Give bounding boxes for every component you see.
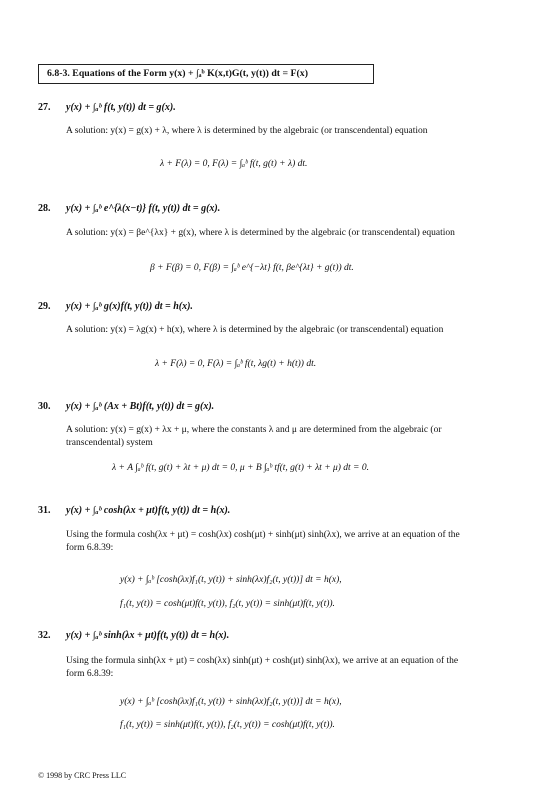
problem-number: 30. <box>38 401 51 412</box>
display-equation: f₁(t, y(t)) = cosh(μt)f(t, y(t)), f₂(t, y(t)) = sinh(μt)f(t, y(t)). <box>120 599 335 609</box>
problem-equation: y(x) + ∫ₐᵇ (Ax + Bt)f(t, y(t)) dt = g(x). <box>66 401 215 412</box>
display-equation: f₁(t, y(t)) = sinh(μt)f(t, y(t)), f₂(t, y(t)) = cosh(μt)f(t, y(t)). <box>120 720 335 730</box>
problem-number: 28. <box>38 203 51 214</box>
display-equation: β + F(β) = 0, F(β) = ∫ₐᵇ e^{−λt} f(t, βe^{λt} + g(t)) dt. <box>150 263 354 273</box>
display-equation: y(x) + ∫ₐᵇ [cosh(λx)f₁(t, y(t)) + sinh(λx)f₂(t, y(t))] dt = h(x), <box>120 697 342 707</box>
problem-number: 29. <box>38 301 51 312</box>
problem-equation: y(x) + ∫ₐᵇ cosh(λx + μt)f(t, y(t)) dt = h(x). <box>66 505 231 516</box>
problem-text: Using the formula sinh(λx + μt) = cosh(λx) sinh(μt) + cosh(μt) sinh(λx), we arrive at an equation of the form 6.8.39: <box>66 656 459 679</box>
section-title: 6.8-3. Equations of the Form y(x) + ∫ₐᵇ K(x,t)G(t, y(t)) dt = F(x) <box>38 64 374 84</box>
display-equation: λ + F(λ) = 0, F(λ) = ∫ₐᵇ f(t, g(t) + λ) dt. <box>160 159 308 169</box>
problem-text: Using the formula cosh(λx + μt) = cosh(λx) cosh(μt) + sinh(μt) sinh(λx), we arrive at an equation of the form 6.8.39: <box>66 530 460 553</box>
problem-number: 27. <box>38 102 51 113</box>
display-equation: λ + F(λ) = 0, F(λ) = ∫ₐᵇ f(t, λg(t) + h(t)) dt. <box>155 359 317 369</box>
problem-equation: y(x) + ∫ₐᵇ e^{λ(x−t)} f(t, y(t)) dt = g(x). <box>66 203 221 214</box>
problem-text: A solution: y(x) = βe^{λx} + g(x), where λ is determined by the algebraic (or transcendental) equation <box>66 228 455 238</box>
problem-equation: y(x) + ∫ₐᵇ f(t, y(t)) dt = g(x). <box>66 102 176 113</box>
problem-number: 31. <box>38 505 51 516</box>
problem-number: 32. <box>38 630 51 641</box>
problem-text: A solution: y(x) = g(x) + λx + μ, where the constants λ and μ are determined from the algebraic (or transcendental) system <box>66 425 442 448</box>
display-equation: λ + A ∫ₐᵇ f(t, g(t) + λt + μ) dt = 0, μ + B ∫ₐᵇ tf(t, g(t) + λt + μ) dt = 0. <box>112 463 369 473</box>
problem-equation: y(x) + ∫ₐᵇ sinh(λx + μt)f(t, y(t)) dt = h(x). <box>66 630 230 641</box>
copyright-footer: © 1998 by CRC Press LLC <box>38 771 127 780</box>
problem-text: A solution: y(x) = λg(x) + h(x), where λ is determined by the algebraic (or transcendental) equation <box>66 325 444 335</box>
display-equation: y(x) + ∫ₐᵇ [cosh(λx)f₁(t, y(t)) + sinh(λx)f₂(t, y(t))] dt = h(x), <box>120 575 342 585</box>
problem-text: A solution: y(x) = g(x) + λ, where λ is determined by the algebraic (or transcendental) equation <box>66 126 428 136</box>
problem-equation: y(x) + ∫ₐᵇ g(x)f(t, y(t)) dt = h(x). <box>66 301 193 312</box>
